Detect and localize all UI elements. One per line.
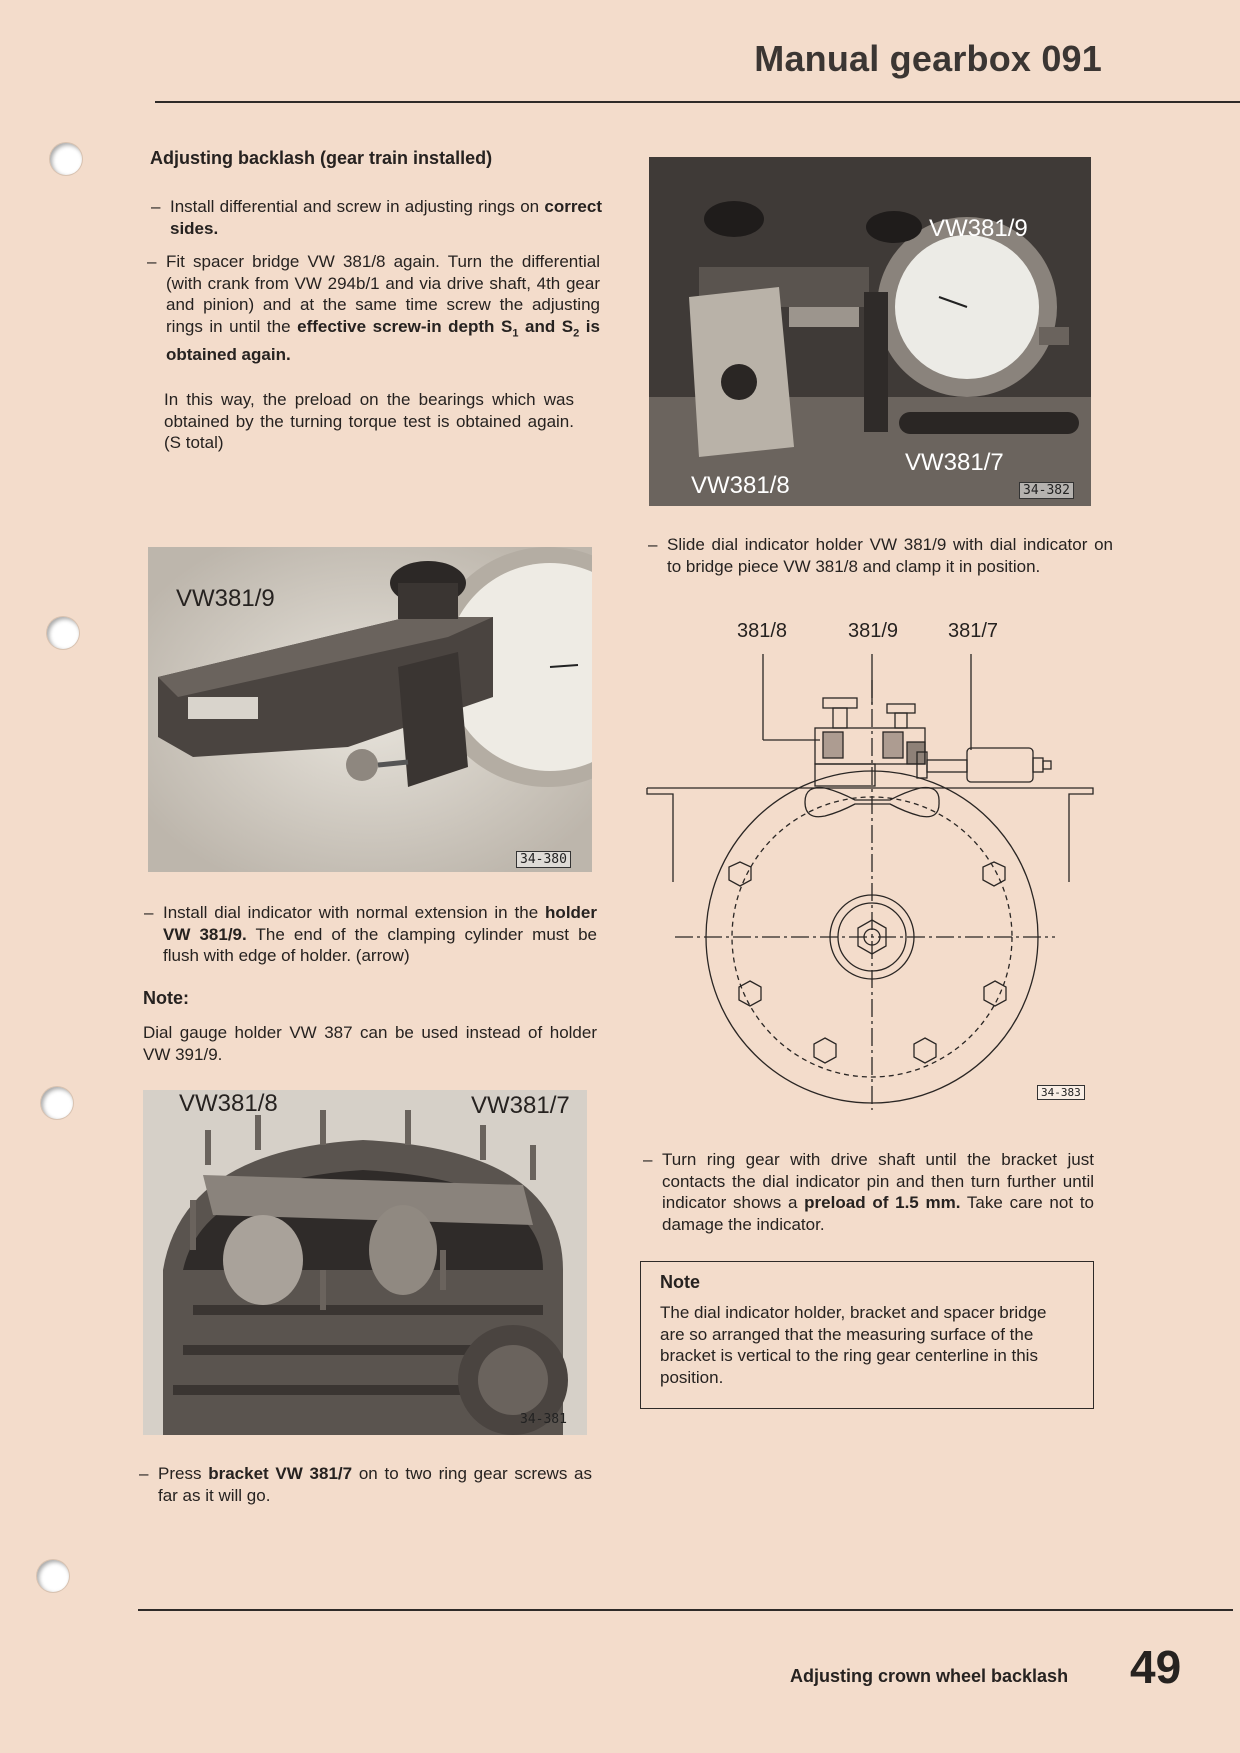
section-title: Adjusting backlash (gear train installed) (150, 148, 493, 168)
fig381-label-a: VW381/8 (179, 1090, 278, 1117)
step-install-differential: – Install differential and screw in adjusting rings on correct sides. (151, 197, 602, 238)
fig383-label-b: 381/9 (848, 620, 899, 642)
fig382-label-a: VW381/9 (929, 215, 1028, 242)
fig383-label-a: 381/8 (737, 620, 788, 642)
page-header-title: Manual gearbox 091 (754, 38, 1102, 79)
fig380-label: VW381/9 (176, 585, 275, 612)
step-turn-ring-gear: – Turn ring gear with drive shaft until the bracket just contacts the dial indicator pin and then turn further until indicator shows a preload of 1.5 mm. Take care not to damage the indicator. (643, 1150, 1094, 1234)
binder-hole (50, 143, 82, 175)
header-rule (155, 101, 1240, 103)
binder-hole (41, 1087, 73, 1119)
photo-dial-holder (148, 547, 592, 872)
footer-rule (138, 1609, 1233, 1611)
fig382-label-c: VW381/7 (905, 449, 1004, 476)
fig381-number: 34-381 (520, 1412, 567, 1427)
note-box (640, 1261, 1094, 1409)
step-slide-dial-holder: – Slide dial indicator holder VW 381/9 with dial indicator on to bridge piece VW 381/8 and clamp it in position. (648, 535, 1113, 576)
preload-explanation: In this way, the preload on the bearings which was obtained by the turning torque test is obtained again. (S total) (164, 390, 574, 452)
step-install-dial-indicator: – Install dial indicator with normal extension in the holder VW 381/9. The end of the clamping cylinder must be flush with edge of holder. (arrow) (144, 903, 597, 965)
step-fit-spacer-bridge: – Fit spacer bridge VW 381/8 again. Turn the differential (with crank from VW 294b/1 and via drive shaft, 4th gear and pinion) and at the same time screw the adjusting rings in until the effective screw-in depth $S_1$ and $S_2$ is obtained again. (147, 252, 600, 365)
fig380-number: 34-380 (516, 851, 571, 868)
fig381-label-b: VW381/7 (471, 1092, 570, 1119)
step-press-bracket: – Press bracket VW 381/7 on to two ring gear screws as far as it will go. (139, 1464, 593, 1505)
fig382-number: 34-382 (1019, 482, 1074, 499)
diagram-ring-gear-setup (645, 620, 1095, 1110)
note-box-title: Note (660, 1272, 700, 1292)
photo-bracket-installed (143, 1090, 587, 1435)
footer-title: Adjusting crown wheel backlash (790, 1666, 1069, 1686)
note-left-title: Note: (143, 988, 189, 1008)
fig383-label-c: 381/7 (948, 620, 999, 642)
fig382-label-b: VW381/8 (691, 472, 790, 499)
note-box-text: The dial indicator holder, bracket and spacer bridge are so arranged that the measuring surface of the bracket is vertical to the ring gear centerline in this position. (660, 1303, 1047, 1387)
fig383-number: 34-383 (1037, 1085, 1085, 1100)
binder-hole (47, 617, 79, 649)
page-number: 49 (1130, 1641, 1182, 1693)
photo-dial-indicator-mounted (649, 157, 1091, 506)
binder-hole (37, 1560, 69, 1592)
note-left-text: Dial gauge holder VW 387 can be used instead of holder VW 391/9. (143, 1023, 597, 1064)
